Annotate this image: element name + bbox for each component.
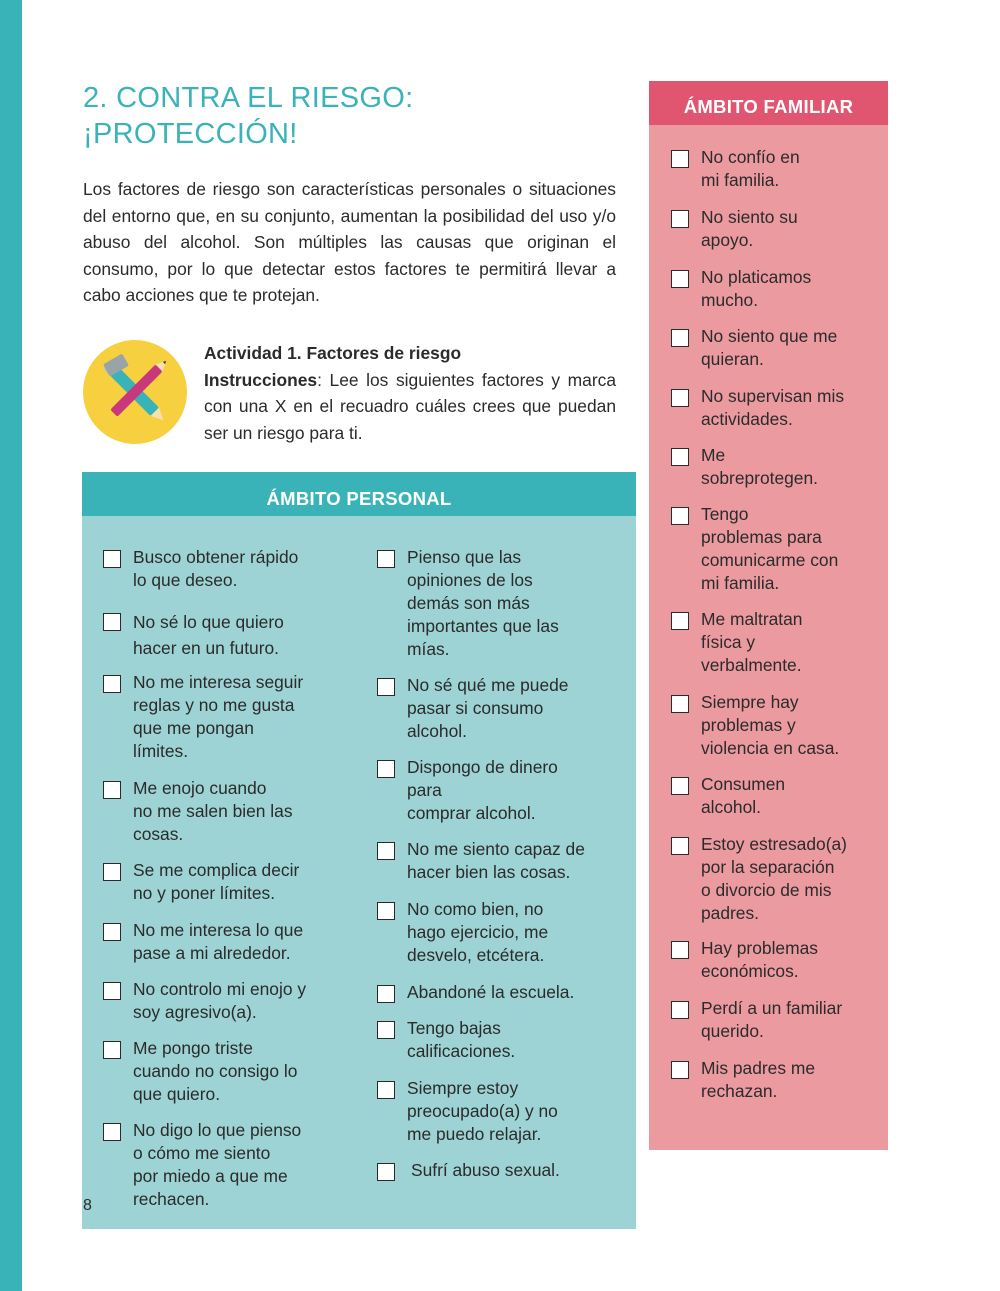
personal-header: ÁMBITO PERSONAL bbox=[82, 472, 636, 516]
checkbox[interactable] bbox=[377, 985, 395, 1003]
familiar-item[interactable]: Hay problemas económicos. bbox=[671, 937, 876, 983]
personal-item[interactable]: No me siento capaz de hacer bien las cosas. bbox=[377, 838, 617, 884]
personal-item[interactable]: No como bien, no hago ejercicio, me desvelo, etcétera. bbox=[377, 898, 617, 967]
checkbox[interactable] bbox=[377, 1163, 395, 1181]
activity-block bbox=[204, 340, 616, 446]
personal-item[interactable]: Se me complica decir no y poner límites. bbox=[103, 859, 343, 905]
personal-panel bbox=[82, 472, 636, 1229]
familiar-item[interactable]: Tengo problemas para comunicarme con mi familia. bbox=[671, 503, 876, 595]
checkbox[interactable] bbox=[671, 777, 689, 795]
personal-item[interactable]: Tengo bajas calificaciones. bbox=[377, 1017, 617, 1063]
checkbox[interactable] bbox=[671, 150, 689, 168]
familiar-item[interactable]: Siempre hay problemas y violencia en casa. bbox=[671, 691, 876, 760]
page-number: 8 bbox=[83, 1197, 92, 1214]
checkbox[interactable] bbox=[671, 1001, 689, 1019]
checkbox[interactable] bbox=[671, 695, 689, 713]
checkbox[interactable] bbox=[377, 902, 395, 920]
checkbox[interactable] bbox=[671, 507, 689, 525]
checkbox[interactable] bbox=[377, 1081, 395, 1099]
checkbox[interactable] bbox=[103, 613, 121, 631]
personal-item[interactable]: No me interesa seguir reglas y no me gusta que me pongan límites. bbox=[103, 671, 343, 763]
checkbox[interactable] bbox=[671, 389, 689, 407]
left-accent-bar bbox=[0, 0, 22, 1291]
checkbox[interactable] bbox=[671, 270, 689, 288]
familiar-item[interactable]: No platicamos mucho. bbox=[671, 266, 876, 312]
checkbox[interactable] bbox=[671, 210, 689, 228]
checkbox[interactable] bbox=[377, 678, 395, 696]
checkbox[interactable] bbox=[377, 842, 395, 860]
familiar-item[interactable]: No confío en mi familia. bbox=[671, 146, 876, 192]
checkbox[interactable] bbox=[671, 448, 689, 466]
familiar-item[interactable]: Mis padres me rechazan. bbox=[671, 1057, 876, 1103]
personal-item[interactable]: No digo lo que pienso o cómo me siento por miedo a que me rechacen. bbox=[103, 1119, 343, 1211]
familiar-item[interactable]: No siento que me quieran. bbox=[671, 325, 876, 371]
checkbox[interactable] bbox=[377, 760, 395, 778]
checkbox[interactable] bbox=[103, 982, 121, 1000]
instructions-label: Instrucciones bbox=[204, 369, 318, 390]
familiar-item[interactable]: No supervisan mis actividades. bbox=[671, 385, 876, 431]
personal-item[interactable]: No controlo mi enojo y soy agresivo(a). bbox=[103, 978, 343, 1024]
familiar-item[interactable]: Me sobreprotegen. bbox=[671, 444, 876, 490]
activity-title: Actividad 1. Factores de riesgo bbox=[204, 343, 462, 363]
personal-item[interactable]: No sé lo que quiero hacer en un futuro. bbox=[103, 609, 343, 661]
checkbox[interactable] bbox=[671, 941, 689, 959]
checkbox[interactable] bbox=[103, 675, 121, 693]
checkbox[interactable] bbox=[377, 550, 395, 568]
page-title-line-2: ¡PROTECCIÓN! bbox=[83, 118, 298, 150]
personal-item[interactable]: Me enojo cuando no me salen bien las cosas. bbox=[103, 777, 343, 846]
checkbox[interactable] bbox=[103, 863, 121, 881]
checkbox[interactable] bbox=[103, 1041, 121, 1059]
personal-item[interactable]: Busco obtener rápido lo que deseo. bbox=[103, 546, 343, 592]
personal-item[interactable]: No sé qué me puede pasar si consumo alcohol. bbox=[377, 674, 617, 743]
pencil-tools-icon bbox=[83, 340, 188, 445]
checkbox[interactable] bbox=[671, 329, 689, 347]
familiar-item[interactable]: Consumen alcohol. bbox=[671, 773, 876, 819]
checkbox[interactable] bbox=[103, 1123, 121, 1141]
checkbox[interactable] bbox=[671, 612, 689, 630]
personal-item[interactable]: Pienso que las opiniones de los demás son más importantes que las mías. bbox=[377, 546, 617, 661]
personal-item[interactable]: Dispongo de dinero para comprar alcohol. bbox=[377, 756, 617, 825]
checkbox[interactable] bbox=[103, 923, 121, 941]
instructions-text: : Lee los siguientes factores y marca con una X en el recuadro cuáles crees que puedan ser un riesgo para ti. bbox=[204, 369, 616, 443]
checkbox[interactable] bbox=[671, 837, 689, 855]
familiar-item[interactable]: Estoy estresado(a) por la separación o divorcio de mis padres. bbox=[671, 833, 876, 925]
personal-item[interactable]: Sufrí abuso sexual. bbox=[377, 1159, 617, 1182]
familiar-item[interactable]: No siento su apoyo. bbox=[671, 206, 876, 252]
familiar-header: ÁMBITO FAMILIAR bbox=[649, 81, 888, 125]
checkbox[interactable] bbox=[103, 781, 121, 799]
personal-item[interactable]: No me interesa lo que pase a mi alrededor. bbox=[103, 919, 343, 965]
checkbox[interactable] bbox=[671, 1061, 689, 1079]
personal-item[interactable]: Me pongo triste cuando no consigo lo que quiero. bbox=[103, 1037, 343, 1106]
familiar-item[interactable]: Me maltratan física y verbalmente. bbox=[671, 608, 876, 677]
personal-item[interactable]: Abandoné la escuela. bbox=[377, 981, 617, 1004]
checkbox[interactable] bbox=[103, 550, 121, 568]
page-title bbox=[83, 80, 413, 152]
personal-item[interactable]: Siempre estoy preocupado(a) y no me puedo relajar. bbox=[377, 1077, 617, 1146]
intro-paragraph: Los factores de riesgo son características personales o situaciones del entorno que, en su conjunto, aumentan la posibilidad del uso y/o abuso del alcohol. Son múltiples las causas que originan el consumo, por lo que detectar estos factores te permitirá llevar a cabo acciones que te protejan. bbox=[83, 179, 616, 305]
page-title-line-1: 2. CONTRA EL RIESGO: bbox=[83, 82, 414, 114]
familiar-item[interactable]: Perdí a un familiar querido. bbox=[671, 997, 876, 1043]
checkbox[interactable] bbox=[377, 1021, 395, 1039]
familiar-panel bbox=[649, 81, 888, 1150]
